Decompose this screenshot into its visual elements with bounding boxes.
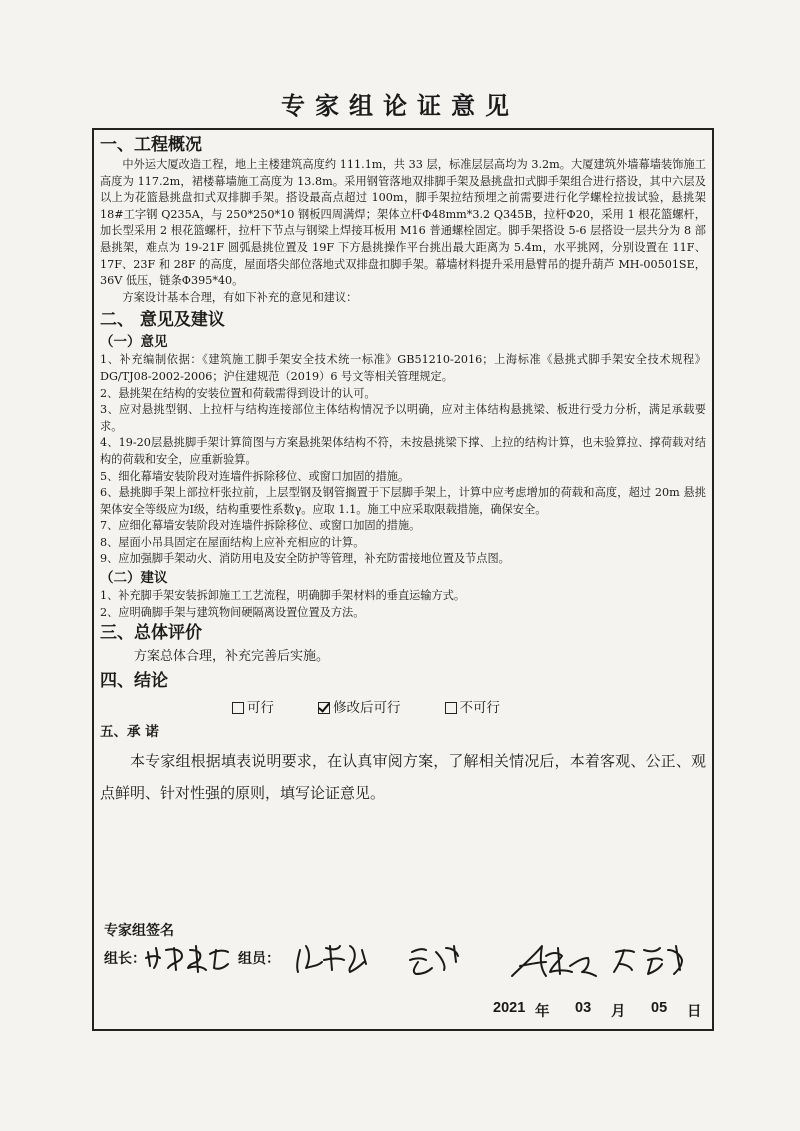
opinion-item: 5、细化幕墙安装阶段对连墙件拆除移位、或窗口加固的措施。 bbox=[100, 469, 410, 483]
date-day: 05 bbox=[651, 1000, 668, 1016]
opinion-item: 1、补充编制依据：《建筑施工脚手架安全技术统一标准》GB51210-2016；上海标准《悬挑式脚手架安全技术规程》DG/TJ08-2002-2006；沪住建规范（2019）6 号文等相关管理规定。 bbox=[100, 353, 706, 383]
suggestions-subheading: （二）建议 bbox=[100, 570, 168, 587]
member-signature-2 bbox=[410, 946, 458, 974]
opinion-item: 8、屋面小吊具固定在屋面结构上应补充相应的计算。 bbox=[100, 535, 365, 549]
date-month-unit: 月 bbox=[611, 1004, 626, 1020]
leader-signature bbox=[146, 946, 228, 972]
section-evaluation-heading: 三、总体评价 bbox=[100, 623, 202, 644]
suggestion-item: 2、应明确脚手架与建筑物间硬隔离设置位置及方法。 bbox=[100, 605, 365, 619]
section-opinions-heading: 二、 意见及建议 bbox=[100, 310, 225, 331]
member-signature-4 bbox=[614, 946, 682, 974]
leader-label: 组长： bbox=[104, 950, 146, 966]
date-year: 2021 bbox=[493, 1000, 526, 1016]
opinion-item: 7、应细化幕墙安装阶段对连墙件拆除移位、或窗口加固的措施。 bbox=[100, 519, 421, 533]
member-label: 组员： bbox=[238, 950, 280, 966]
section-pledge-heading: 五、承 诺 bbox=[100, 724, 159, 741]
option-infeasible-label: 不可行 bbox=[459, 700, 500, 717]
section-overview-heading: 一、工程概况 bbox=[100, 135, 202, 155]
option-feasible-label: 可行 bbox=[247, 700, 274, 717]
member-signature-1 bbox=[297, 946, 366, 972]
pledge-text: 本专家组根据填表说明要求，在认真审阅方案，了解相关情况后，本着客观、公正、观点鲜明、针对性强的原则，填写论证意见。 bbox=[100, 752, 706, 803]
member-signature-3 bbox=[512, 946, 596, 976]
suggestion-item: 1、补充脚手架安装拆卸施工工艺流程，明确脚手架材料的垂直运输方式。 bbox=[100, 589, 466, 603]
evaluation-text: 方案总体合理，补充完善后实施。 bbox=[134, 649, 330, 665]
date-day-unit: 日 bbox=[687, 1004, 702, 1020]
document-title: 专家组论证意见 bbox=[281, 91, 519, 120]
option-feasible-after-revision-label: 修改后可行 bbox=[333, 700, 401, 717]
section-conclusion-heading: 四、结论 bbox=[100, 671, 168, 692]
date-month: 03 bbox=[575, 1000, 592, 1016]
date-year-unit: 年 bbox=[535, 1004, 550, 1020]
signatures-title: 专家组签名 bbox=[104, 922, 174, 938]
opinions-subheading: （一）意见 bbox=[100, 334, 168, 351]
opinion-item: 4、19-20层悬挑脚手架计算简图与方案悬挑架体结构不符，未按悬挑梁下撑、上拉的结构计算，也未验算拉、撑荷载对结构的荷载和安全，应重新验算。 bbox=[100, 436, 706, 466]
opinion-item: 9、应加强脚手架动火、消防用电及安全防护等管理，补充防雷接地位置及节点图。 bbox=[100, 552, 510, 566]
overview-paragraph: 中外运大厦改造工程，地上主楼建筑高度约 111.1m，共 33 层，标准层层高均为 3.2m。大厦建筑外墙幕墙装饰施工高度为 117.2m，裙楼幕墙施工高度为 13.8m。采用钢管落地双排脚手架及悬挑盘扣式脚手架组合进行搭设，其中六层及以上为花篮悬挑盘扣式双排脚手架。搭设最高点超过 100m，脚手架拉结预埋之前需要进行化学螺栓拉拔试验，悬挑架 18#工字钢 Q235A，与 250*250*10 钢板四周满焊；架体立杆Φ48mm*3.2 Q345B，拉杆Φ20，采用 1 根花篮螺杆，加长型采用 2 根花篮螺杆，拉杆下节点与钢梁上焊接耳板用 M16 普通螺栓固定。脚手架搭设 5-6 层搭设一层共分为 8 部悬挑架，难点为 19-21F 圆弧悬挑位置及 19F 下方悬挑操作平台挑出最大距离为 5.4m，水平挑网，分别设置在 11F、17F、23F 和 28F 的高度，屋面塔尖部位落地式双排盘扣脚手架。幕墙材料提升采用悬臂吊的提升葫芦 MH-00501SE，36V 低压，链条Φ395*40。 bbox=[100, 158, 706, 288]
opinion-item: 6、悬挑脚手架上部拉杆张拉前，上层型钢及钢管搁置于下层脚手架上，计算中应考虑增加的荷载和高度，超过 20m 悬挑架体安全等级应为Ⅰ级，结构重要性系数γ。应取 1.1。施工中应采取限载措施，确保安全。 bbox=[100, 486, 706, 516]
opinion-item: 2、悬挑架在结构的安装位置和荷载需得到设计的认可。 bbox=[100, 386, 376, 400]
opinion-item: 3、应对悬挑型钢、上拉杆与结构连接部位主体结构情况予以明确，应对主体结构悬挑梁、板进行受力分析，满足承载要求。 bbox=[100, 403, 706, 433]
overview-closing: 方案设计基本合理，有如下补充的意见和建议： bbox=[122, 290, 358, 304]
